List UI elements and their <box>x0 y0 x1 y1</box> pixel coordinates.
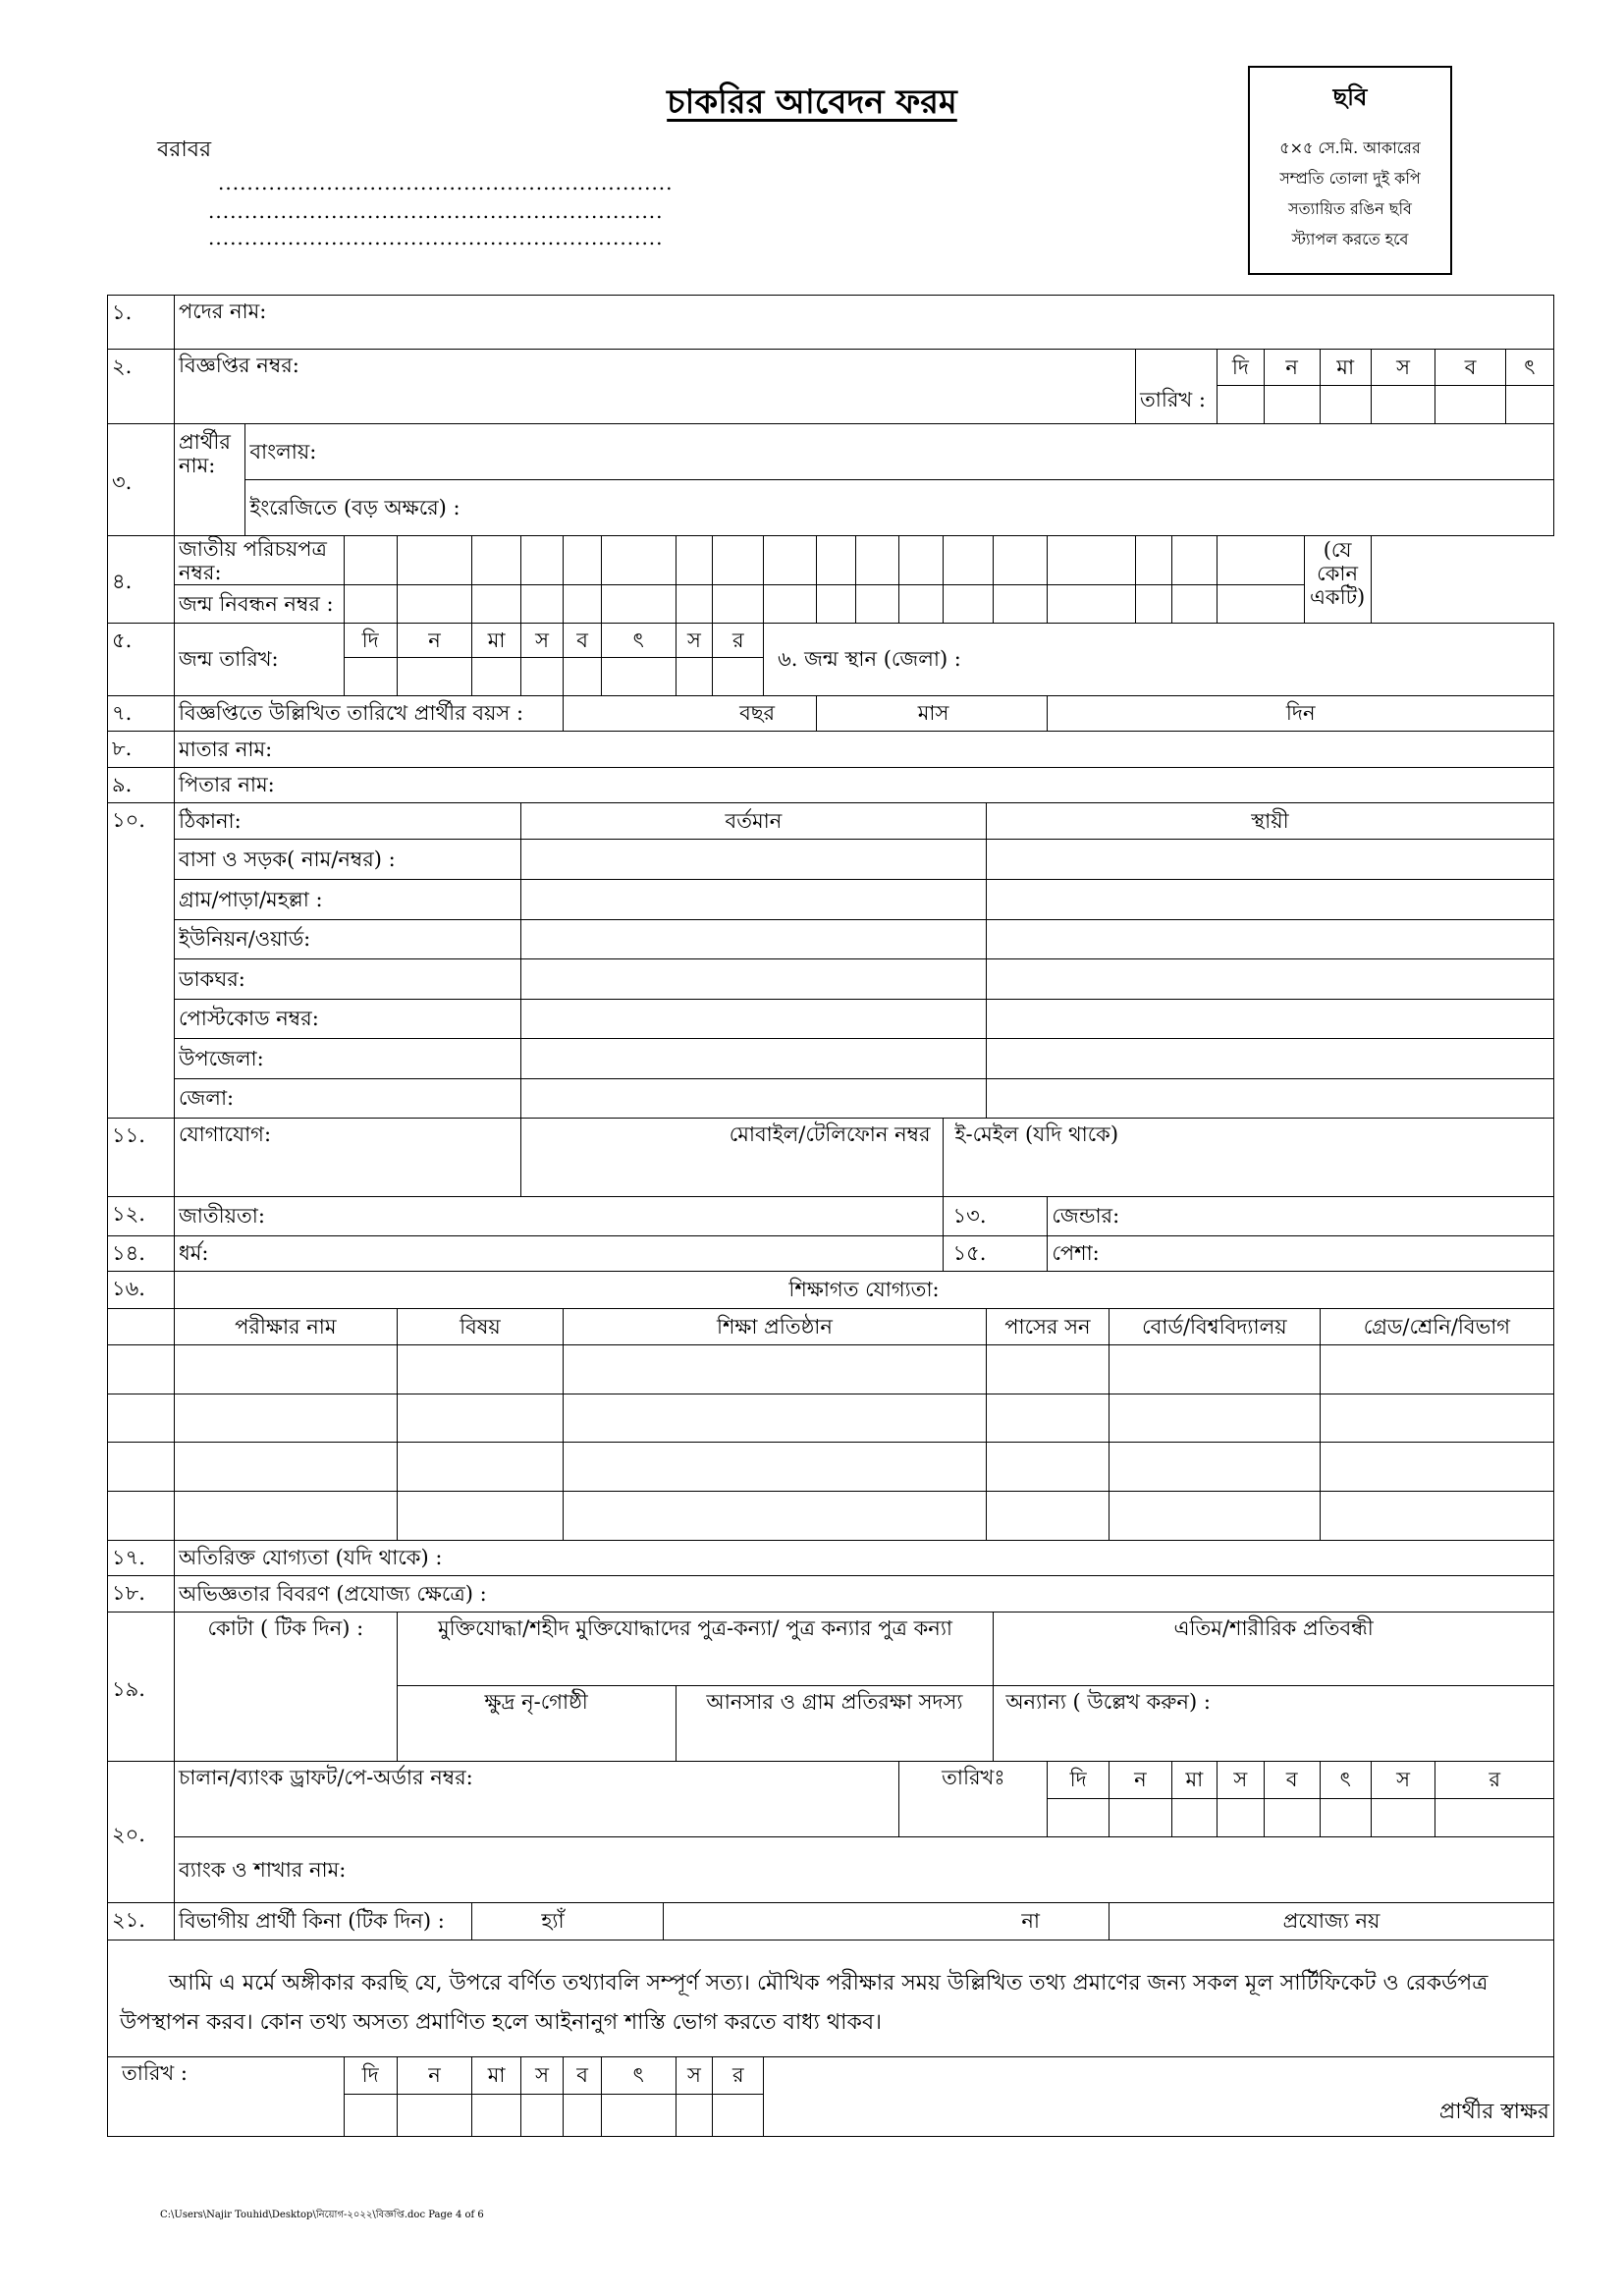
present-house-road-field[interactable] <box>520 840 986 880</box>
subject-cell[interactable] <box>397 1345 563 1394</box>
mobile-number-field[interactable]: মোবাইল/টেলিফোন নম্বর <box>520 1119 943 1197</box>
grade-cell[interactable] <box>1320 1394 1553 1443</box>
present-village-field[interactable] <box>520 880 986 920</box>
row-4-number: ৪. <box>108 536 175 623</box>
challan-date-entry-cell[interactable] <box>1048 1799 1110 1837</box>
board-cell[interactable] <box>1110 1492 1321 1541</box>
nid-digit-cell[interactable] <box>899 536 943 585</box>
date-cell-label: র <box>713 2056 764 2095</box>
applicant-name-label: প্রার্থীর নাম: <box>175 423 245 535</box>
name-english-field[interactable]: ইংরেজিতে (বড় অক্ষরে) : <box>245 480 1554 536</box>
present-district-field[interactable] <box>520 1078 986 1119</box>
final-date-entry-cell[interactable] <box>520 2095 563 2137</box>
quota-label: কোটা ( টিক দিন) : <box>175 1612 398 1761</box>
father-name-field[interactable]: পিতার নাম: <box>175 767 1554 802</box>
row-2-number: ২. <box>108 349 175 423</box>
nid-digit-cell[interactable] <box>817 536 856 585</box>
passing-year-cell[interactable] <box>986 1443 1109 1492</box>
photo-instruction-1: ৫×৫ সে.মি. আকারের <box>1279 138 1421 157</box>
birthplace-district-field[interactable]: ৬. জন্ম স্থান (জেলা) : <box>764 623 1554 695</box>
date-cell-label: ব <box>1264 1761 1320 1799</box>
addressee-line-1[interactable]: ............................................................... <box>218 171 674 194</box>
board-cell[interactable] <box>1110 1443 1321 1492</box>
challan-date-entry-cell[interactable] <box>1264 1799 1320 1837</box>
subject-header: বিষয় <box>397 1308 563 1344</box>
upazila-label: উপজেলা: <box>175 1039 521 1079</box>
date-cell-label: দি <box>1218 349 1264 385</box>
postcode-label: পোস্টকোড নম্বর: <box>175 999 521 1039</box>
date-cell-label: ব <box>1435 349 1505 385</box>
date-cell-label: দি <box>344 623 397 657</box>
nid-digit-cell[interactable] <box>1135 536 1171 585</box>
nid-digit-cell[interactable] <box>994 536 1048 585</box>
passing-year-cell[interactable] <box>986 1394 1109 1443</box>
nid-digit-cell[interactable] <box>520 536 563 585</box>
declaration-cell <box>108 1941 1554 2057</box>
nid-digit-cell[interactable] <box>856 536 899 585</box>
photo-box <box>1248 66 1452 275</box>
page-title: চাকরির আবেদন ফরম <box>667 82 957 122</box>
permanent-village-field[interactable] <box>986 880 1553 920</box>
present-address-header: বর্তমান <box>520 802 986 839</box>
religion-field[interactable]: ধর্ম: <box>175 1235 944 1271</box>
brn-digit-cell[interactable] <box>994 585 1048 624</box>
row-20-number: ২০. <box>108 1761 175 1902</box>
brn-digit-cell[interactable] <box>344 585 397 624</box>
application-form <box>107 295 1554 2137</box>
challan-date-label: তারিখঃ <box>899 1761 1048 1836</box>
nid-digit-cell[interactable] <box>1048 536 1136 585</box>
date-cell-label: ন <box>397 623 472 657</box>
exam-name-cell[interactable] <box>175 1394 398 1443</box>
grade-cell[interactable] <box>1320 1345 1553 1394</box>
date-cell-label: স <box>1371 1761 1435 1799</box>
district-label: জেলা: <box>175 1078 521 1119</box>
permanent-address-header: স্থায়ী <box>986 802 1553 839</box>
birth-date-entry-cell[interactable] <box>520 658 563 696</box>
education-blank-cell <box>108 1308 175 1344</box>
age-months-field[interactable]: মাস <box>817 695 1048 731</box>
challan-date-entry-cell[interactable] <box>1218 1799 1264 1837</box>
date-cell-label: স <box>676 2056 713 2095</box>
brn-digit-cell[interactable] <box>943 585 994 624</box>
departmental-yes-option[interactable]: হ্যাঁ <box>472 1902 663 1941</box>
row-13-number: ১৩. <box>943 1197 1048 1236</box>
nid-digit-cell[interactable] <box>564 536 602 585</box>
document-footer: C:\Users\Najir Touhid\Desktop\নিয়োগ-২০২২\বিজ্ঞপ্তি.doc Page 4 of 6 <box>160 2210 484 2220</box>
birth-date-entry-cell[interactable] <box>564 658 602 696</box>
education-row-margin <box>108 1345 175 1394</box>
photo-instruction-2: সম্প্রতি তোলা দুই কপি <box>1279 169 1421 188</box>
final-date-entry-cell[interactable] <box>601 2095 676 2137</box>
nid-digit-cell[interactable] <box>472 536 521 585</box>
email-field[interactable]: ই-মেইল (যদি থাকে) <box>943 1119 1553 1197</box>
exam-name-cell[interactable] <box>175 1492 398 1541</box>
address-label: ঠিকানা: <box>175 802 521 839</box>
date-cell-label: মা <box>1171 1761 1217 1799</box>
date-entry-cell[interactable] <box>1371 386 1435 424</box>
row-12-number: ১২. <box>108 1197 175 1236</box>
nid-digit-cell[interactable] <box>1171 536 1217 585</box>
brn-digit-cell[interactable] <box>1048 585 1136 624</box>
photo-instruction-3: সত্যায়িত রঙিন ছবি <box>1288 199 1412 218</box>
departmental-no-option[interactable]: না <box>663 1902 1109 1941</box>
row-10-number: ১০. <box>108 802 175 1118</box>
brn-digit-cell[interactable] <box>564 585 602 624</box>
brn-digit-cell[interactable] <box>676 585 713 624</box>
final-date-entry-cell[interactable] <box>713 2095 764 2137</box>
brn-digit-cell[interactable] <box>764 585 817 624</box>
brn-digit-cell[interactable] <box>472 585 521 624</box>
brn-digit-cell[interactable] <box>899 585 943 624</box>
date-cell-label: মা <box>472 2056 521 2095</box>
brn-digit-cell[interactable] <box>713 585 764 624</box>
challan-date-entry-cell[interactable] <box>1371 1799 1435 1837</box>
row-3-number: ৩. <box>108 423 175 535</box>
addressee-label: বরাবর <box>157 137 212 162</box>
education-header: শিক্ষাগত যোগ্যতা: <box>175 1272 1554 1308</box>
contact-label: যোগাযোগ: <box>175 1119 521 1197</box>
date-cell-label: দি <box>1048 1761 1110 1799</box>
addressee-line-3[interactable]: ............................................................... <box>208 226 664 249</box>
brn-digit-cell[interactable] <box>601 585 676 624</box>
date-cell-label: ৎ <box>1320 1761 1371 1799</box>
row-17-number: ১৭. <box>108 1540 175 1575</box>
permanent-postcode-field[interactable] <box>986 999 1553 1039</box>
date-cell-label: র <box>1435 1761 1554 1799</box>
institution-cell[interactable] <box>564 1443 987 1492</box>
quota-ansar-vdp-option[interactable]: আনসার ও গ্রাম প্রতিরক্ষা সদস্য <box>676 1685 994 1761</box>
education-row-margin <box>108 1443 175 1492</box>
quota-other-field[interactable]: অন্যান্য ( উল্লেখ করুন) : <box>994 1685 1554 1761</box>
brn-digit-cell[interactable] <box>1218 585 1305 624</box>
final-date-entry-cell[interactable] <box>397 2095 472 2137</box>
date-cell-label: মা <box>472 623 521 657</box>
photo-instruction-4: স্ট্যাপল করতে হবে <box>1291 230 1409 248</box>
final-date-entry-cell[interactable] <box>472 2095 521 2137</box>
house-road-label: বাসা ও সড়ক( নাম/নম্বর) : <box>175 840 521 880</box>
challan-date-entry-cell[interactable] <box>1320 1799 1371 1837</box>
row-7-number: ৭. <box>108 695 175 731</box>
departmental-candidate-label: বিভাগীয় প্রার্থী কিনা (টিক দিন) : <box>175 1902 472 1941</box>
row-5-number: ৫. <box>108 623 175 695</box>
exam-name-cell[interactable] <box>175 1443 398 1492</box>
nid-digit-cell[interactable] <box>344 536 397 585</box>
challan-date-entry-cell[interactable] <box>1110 1799 1172 1837</box>
age-years-field[interactable]: বছর <box>564 695 817 731</box>
age-days-field[interactable]: দিন <box>1048 695 1554 731</box>
birth-date-entry-cell[interactable] <box>344 658 397 696</box>
row-19-number: ১৯. <box>108 1612 175 1761</box>
age-label: বিজ্ঞপ্তিতে উল্লিখিত তারিখে প্রার্থীর বয়স : <box>175 695 564 731</box>
final-date-entry-cell[interactable] <box>344 2095 397 2137</box>
nid-digit-cell[interactable] <box>764 536 817 585</box>
present-post-office-field[interactable] <box>520 959 986 1000</box>
quota-orphan-disabled-option[interactable]: এতিম/শারীরিক প্রতিবন্ধী <box>994 1612 1554 1685</box>
permanent-union-field[interactable] <box>986 919 1553 959</box>
challan-date-entry-cell[interactable] <box>1171 1799 1217 1837</box>
nid-digit-cell[interactable] <box>943 536 994 585</box>
date-cell-label: ব <box>564 623 602 657</box>
row-1-number: ১. <box>108 296 175 350</box>
present-upazila-field[interactable] <box>520 1039 986 1079</box>
education-row-margin <box>108 1492 175 1541</box>
birth-date-entry-cell[interactable] <box>713 658 764 696</box>
birth-date-label: জন্ম তারিখ: <box>175 623 345 695</box>
row-18-number: ১৮. <box>108 1576 175 1612</box>
subject-cell[interactable] <box>397 1394 563 1443</box>
date-cell-label: স <box>1218 1761 1264 1799</box>
challan-number-field[interactable]: চালান/ব্যাংক ড্রাফট/পে-অর্ডার নম্বর: <box>175 1761 899 1836</box>
experience-field[interactable]: অভিজ্ঞতার বিবরণ (প্রযোজ্য ক্ষেত্রে) : <box>175 1576 1554 1612</box>
institution-cell[interactable] <box>564 1492 987 1541</box>
quota-ethnic-minority-option[interactable]: ক্ষুদ্র নৃ-গোষ্ঠী <box>397 1685 676 1761</box>
row-15-number: ১৫. <box>943 1235 1048 1271</box>
exam-name-header: পরীক্ষার নাম <box>175 1308 398 1344</box>
institution-cell[interactable] <box>564 1394 987 1443</box>
final-date-entry-cell[interactable] <box>564 2095 602 2137</box>
brn-digit-cell[interactable] <box>817 585 856 624</box>
exam-name-cell[interactable] <box>175 1345 398 1394</box>
additional-qualification-field[interactable]: অতিরিক্ত যোগ্যতা (যদি থাকে) : <box>175 1540 1554 1575</box>
brn-digit-cell[interactable] <box>1171 585 1217 624</box>
education-row-margin <box>108 1394 175 1443</box>
brn-digit-cell[interactable] <box>520 585 563 624</box>
date-cell-label: স <box>520 623 563 657</box>
nid-digit-cell[interactable] <box>713 536 764 585</box>
final-date-entry-cell[interactable] <box>676 2095 713 2137</box>
date-entry-cell[interactable] <box>1320 386 1371 424</box>
post-name-field[interactable]: পদের নাম: <box>175 296 1554 350</box>
nid-digit-cell[interactable] <box>601 536 676 585</box>
nid-digit-cell[interactable] <box>1218 536 1305 585</box>
addressee-line-2[interactable]: ............................................................... <box>208 199 664 223</box>
present-union-field[interactable] <box>520 919 986 959</box>
date-cell-label: দি <box>344 2056 397 2095</box>
nid-digit-cell[interactable] <box>397 536 472 585</box>
date-cell-label: স <box>520 2056 563 2095</box>
passing-year-cell[interactable] <box>986 1492 1109 1541</box>
final-date-label: তারিখ : <box>108 2056 345 2136</box>
row-11-number: ১১. <box>108 1119 175 1197</box>
permanent-upazila-field[interactable] <box>986 1039 1553 1079</box>
declaration-text: আমি এ মর্মে অঙ্গীকার করছি যে, উপরে বর্ণিত তথ্যাবলি সম্পূর্ণ সত্য। মৌখিক পরীক্ষার সময় উল্লিখিত তথ্য প্রমাণের জন্য সকল মূল সার্টিফিকেট ও রেকর্ডপত্র উপস্থাপন করব। কোন তথ্য অসত্য প্রমাণিত হলে আইনানুগ শাস্তি ভোগ করতে বাধ্য থাকব। <box>120 1971 1489 2036</box>
date-cell-label: ৎ <box>1505 349 1553 385</box>
mother-name-field[interactable]: মাতার নাম: <box>175 732 1554 767</box>
nationality-field[interactable]: জাতীয়তা: <box>175 1197 944 1236</box>
subject-cell[interactable] <box>397 1492 563 1541</box>
bank-branch-field[interactable]: ব্যাংক ও শাখার নাম: <box>175 1836 1554 1902</box>
gender-field[interactable]: জেন্ডার: <box>1048 1197 1554 1236</box>
one-of-two-note: (যে কোন একটি) <box>1304 536 1371 623</box>
date-entry-cell[interactable] <box>1264 386 1320 424</box>
date-cell-label: মা <box>1320 349 1371 385</box>
birth-registration-label: জন্ম নিবন্ধন নম্বর : <box>175 585 345 624</box>
occupation-field[interactable]: পেশা: <box>1048 1235 1554 1271</box>
permanent-house-road-field[interactable] <box>986 840 1553 880</box>
institution-header: শিক্ষা প্রতিষ্ঠান <box>564 1308 987 1344</box>
institution-cell[interactable] <box>564 1345 987 1394</box>
brn-digit-cell[interactable] <box>1135 585 1171 624</box>
row-21-number: ২১. <box>108 1902 175 1941</box>
row-16-number: ১৬. <box>108 1272 175 1308</box>
birth-date-entry-cell[interactable] <box>397 658 472 696</box>
birth-date-entry-cell[interactable] <box>472 658 521 696</box>
passing-year-cell[interactable] <box>986 1345 1109 1394</box>
date-cell-label: ন <box>397 2056 472 2095</box>
date-entry-cell[interactable] <box>1218 386 1264 424</box>
date-cell-label: র <box>713 623 764 657</box>
nid-digit-cell[interactable] <box>676 536 713 585</box>
post-office-label: ডাকঘর: <box>175 959 521 1000</box>
date-cell-label: স <box>676 623 713 657</box>
grade-cell[interactable] <box>1320 1492 1553 1541</box>
board-cell[interactable] <box>1110 1394 1321 1443</box>
photo-title: ছবি <box>1332 82 1368 111</box>
passing-year-header: পাসের সন <box>986 1308 1109 1344</box>
date-cell-label: ন <box>1110 1761 1172 1799</box>
board-university-header: বোর্ড/বিশ্ববিদ্যালয় <box>1110 1308 1321 1344</box>
row-8-number: ৮. <box>108 732 175 767</box>
village-label: গ্রাম/পাড়া/মহল্লা : <box>175 880 521 920</box>
brn-digit-cell[interactable] <box>397 585 472 624</box>
advertisement-date-label: তারিখ : <box>1135 349 1217 423</box>
present-postcode-field[interactable] <box>520 999 986 1039</box>
union-ward-label: ইউনিয়ন/ওয়ার্ড: <box>175 919 521 959</box>
row-9-number: ৯. <box>108 767 175 802</box>
grade-class-header: গ্রেড/শ্রেনি/বিভাগ <box>1320 1308 1553 1344</box>
date-entry-cell[interactable] <box>1505 386 1553 424</box>
grade-cell[interactable] <box>1320 1443 1553 1492</box>
applicant-signature-field[interactable]: প্রার্থীর স্বাক্ষর <box>764 2056 1554 2136</box>
nid-label: জাতীয় পরিচয়পত্র নম্বর: <box>175 536 345 585</box>
advertisement-number-field[interactable]: বিজ্ঞপ্তির নম্বর: <box>175 349 1136 423</box>
date-cell-label: ব <box>564 2056 602 2095</box>
permanent-post-office-field[interactable] <box>986 959 1553 1000</box>
date-cell-label: ৎ <box>601 2056 676 2095</box>
row-14-number: ১৪. <box>108 1235 175 1271</box>
board-cell[interactable] <box>1110 1345 1321 1394</box>
date-cell-label: ন <box>1264 349 1320 385</box>
birth-date-entry-cell[interactable] <box>601 658 676 696</box>
name-bangla-field[interactable]: বাংলায়: <box>245 423 1554 480</box>
date-cell-label: ৎ <box>601 623 676 657</box>
brn-digit-cell[interactable] <box>856 585 899 624</box>
quota-freedom-fighter-option[interactable]: মুক্তিযোদ্ধা/শহীদ মুক্তিযোদ্ধাদের পুত্র-কন্যা/ পুত্র কন্যার পুত্র কন্যা <box>397 1612 994 1685</box>
date-entry-cell[interactable] <box>1435 386 1505 424</box>
departmental-not-applicable-option[interactable]: প্রযোজ্য নয় <box>1110 1902 1554 1941</box>
permanent-district-field[interactable] <box>986 1078 1553 1119</box>
subject-cell[interactable] <box>397 1443 563 1492</box>
challan-date-entry-cell[interactable] <box>1435 1799 1554 1837</box>
date-cell-label: স <box>1371 349 1435 385</box>
birth-date-entry-cell[interactable] <box>676 658 713 696</box>
